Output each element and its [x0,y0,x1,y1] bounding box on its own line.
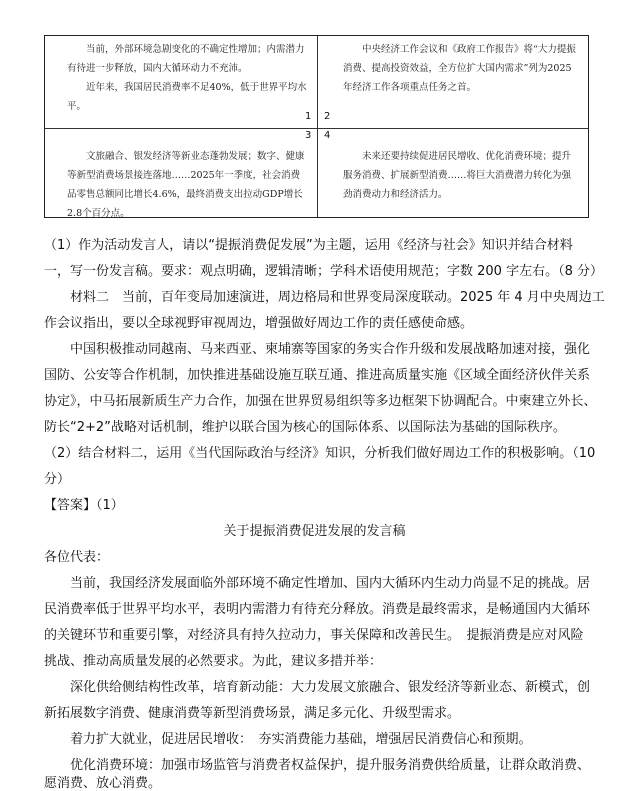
question-1-line-2: 一，写一份发言稿。要求：观点明确，逻辑清晰；学科术语使用规范；字数 200 字左右。（8 分） [44,264,603,279]
table-cell-4 [343,147,579,204]
question-2-line-1: （2）结合材料二，运用《当代国际政治与经济》知识，分析我们做好周边工作的积极影响。（10 [44,446,596,461]
cell-number-2: 2 [324,111,331,122]
cell-1-para-2: 近年来，我国居民消费率不足40%，低于世界平均水平。 [67,82,307,112]
speech-greeting: 各位代表： [44,550,110,565]
speech-para-3: 着力扩大就业，促进居民增收： 夯实消费能力基础，增强居民消费信心和预期。 [70,732,532,747]
material-table [44,35,589,218]
speech-title: 关于提振消费促进发展的发言稿 [223,524,406,539]
material-2-line-1: 材料二 当前，百年变局加速演进，周边格局和世界变局深度联动。2025 年 4 月中央周边工 [70,290,605,305]
speech-para-2-line-2: 新拓展数字消费、健康消费等新型消费场景，满足多元化、升级型需求。 [44,706,461,721]
speech-para-1-line-4: 挑战、推动高质量发展的必然要求。为此，建议多措并举： [44,654,383,669]
answer-label: 【答案】（1） [44,498,124,513]
speech-para-1-line-2: 民消费率低于世界平均水平，表明内需潜力有待充分释放。消费是最终需求，是畅通国内大循环 [44,602,591,617]
table-cell-1 [67,40,307,116]
speech-para-1-line-1: 当前，我国经济发展面临外部环境不确定性增加、国内大循环内生动力尚显不足的挑战。居 [70,576,591,591]
table-divider-vertical [317,36,318,217]
material-2-line-3: 中国积极推动同越南、马来西亚、柬埔寨等国家的务实合作升级和发展战略加速对接，强化 [70,342,591,357]
table-divider-horizontal [45,128,588,129]
material-2-line-5: 协定》，中马拓展新质生产力合作，加强在世界贸易组织等多边框架下协调配合。中柬建立外长、 [44,394,597,409]
cell-number-3: 3 [305,130,312,141]
material-2-line-4: 国防、公安等合作机制，加快推进基础设施互联互通、推进高质量实施《区域全面经济伙伴关系 [44,368,591,383]
material-2-line-2: 作会议指出，要以全球视野审视周边，增强做好周边工作的责任感使命感。 [44,316,474,331]
speech-para-2-line-1: 深化供给侧结构性改革，培育新动能：大力发展文旅融合、银发经济等新业态、新模式，创 [70,680,591,695]
cell-4-para-1: 未来还要持续促进居民增收、优化消费环境；提升服务消费、扩展新型消费……将巨大消费潜力转化为强劲消费动力和经济活力。 [343,151,572,200]
question-2-line-2: 分） [44,472,71,487]
material-2-line-6: 防长“2+2”战略对话机制，维护以联合国为核心的国际体系、以国际法为基础的国际秩序。 [44,420,566,435]
table-cell-2 [343,40,579,97]
cell-number-4: 4 [324,130,331,141]
table-cell-3 [67,147,307,223]
speech-para-4-line-2: 愿消费、放心消费。 [44,776,162,791]
cell-1-para-1: 当前，外部环境急剧变化的不确定性增加；内需潜力有待进一步释放，国内大循环动力不充沛。 [67,44,305,74]
question-1-line-1: （1）作为活动发言人，请以“提振消费促发展”为主题，运用《经济与社会》知识并结合材料 [44,238,573,253]
cell-3-para-1: 文旅融合、银发经济等新业态蓬勃发展；数字、健康等新型消费场景接连落地……2025年一季度，社会消费品零售总额同比增长4.6%，最终消费支出拉动GDP增长2.8个百分点。 [67,151,305,219]
speech-para-4-line-1: 优化消费环境：加强市场监管与消费者权益保护，提升服务消费供给质量，让群众敢消费、 [70,758,591,773]
cell-number-1: 1 [305,111,312,122]
speech-para-1-line-3: 的关键环节和重要引擎，对经济具有持久拉动力，事关保障和改善民生。 提振消费是应对风险 [44,628,584,643]
cell-2-para-1: 中央经济工作会议和《政府工作报告》将“大力提振消费、提高投资效益，全方位扩大国内需求”列为2025年经济工作各项重点任务之首。 [343,44,576,93]
